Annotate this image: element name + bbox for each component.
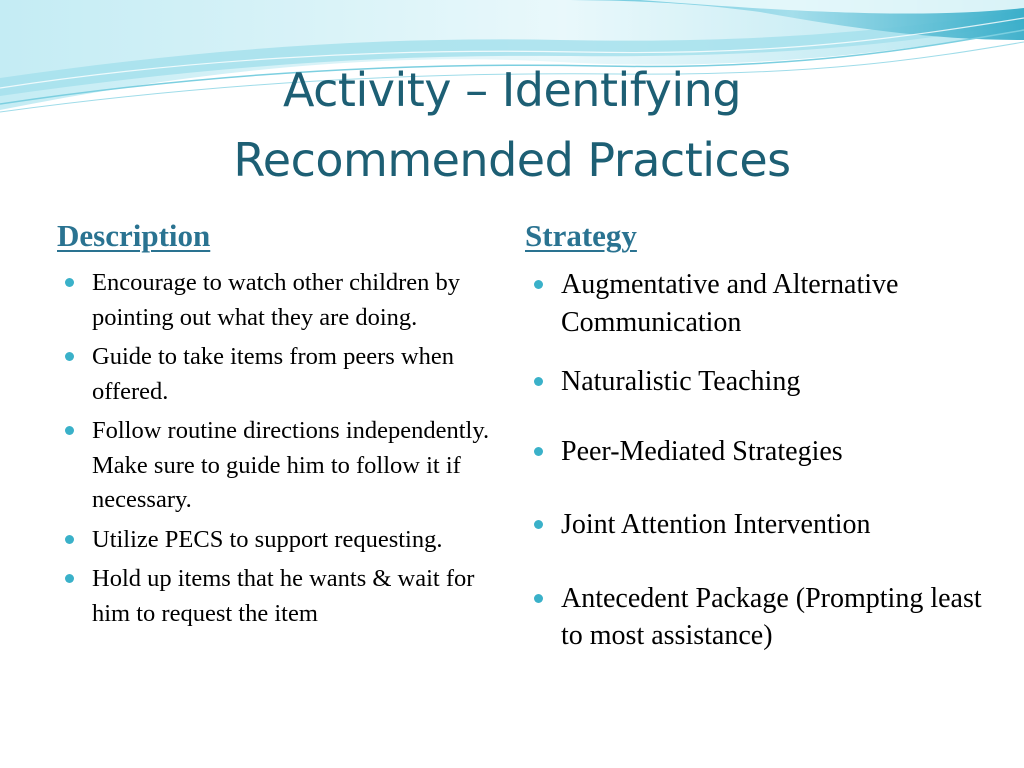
strategy-item-text: Augmentative and Alternative Communication [561,269,899,338]
strategy-heading: Strategy [525,218,637,253]
strategy-item [526,580,1006,655]
strategy-list [526,266,1006,655]
strategy-item [526,266,1006,341]
description-heading: Description [57,218,211,253]
description-item-text: Follow routine directions independently. Make sure to guide him to follow it if necessary. [92,417,490,513]
bullet-dot-icon [534,280,543,289]
strategy-item [526,433,1006,471]
strategy-item [526,363,1006,401]
title-line-2: Recommended Practices [233,133,791,187]
strategy-item-text: Peer-Mediated Strategies [561,435,843,467]
description-item [57,523,497,558]
bullet-dot-icon [534,377,543,386]
strategy-item-text: Antecedent Package (Prompting least to most assistance) [561,582,982,651]
bullet-dot-icon [534,447,543,456]
description-item [57,266,497,335]
description-list [57,266,497,636]
title-line-1: Activity – Identifying [282,63,742,117]
description-item-text: Encourage to watch other children by pointing out what they are doing. [92,269,461,331]
bullet-dot-icon [65,278,74,287]
strategy-item-text: Joint Attention Intervention [561,509,871,540]
description-item-text: Hold up items that he wants & wait for him to request the item [92,565,475,627]
strategy-item [526,506,1006,544]
bullet-dot-icon [534,520,543,529]
description-item [57,340,497,409]
description-item [57,562,497,631]
description-item [57,414,497,518]
strategy-item-text: Naturalistic Teaching [561,366,801,397]
description-item-text: Guide to take items from peers when offered. [92,343,454,405]
bullet-dot-icon [65,574,74,583]
description-item-text: Utilize PECS to support requesting. [92,525,443,553]
bullet-dot-icon [65,426,74,435]
bullet-dot-icon [534,594,543,603]
bullet-dot-icon [65,352,74,361]
slide-title [0,55,1024,195]
bullet-dot-icon [65,535,74,544]
